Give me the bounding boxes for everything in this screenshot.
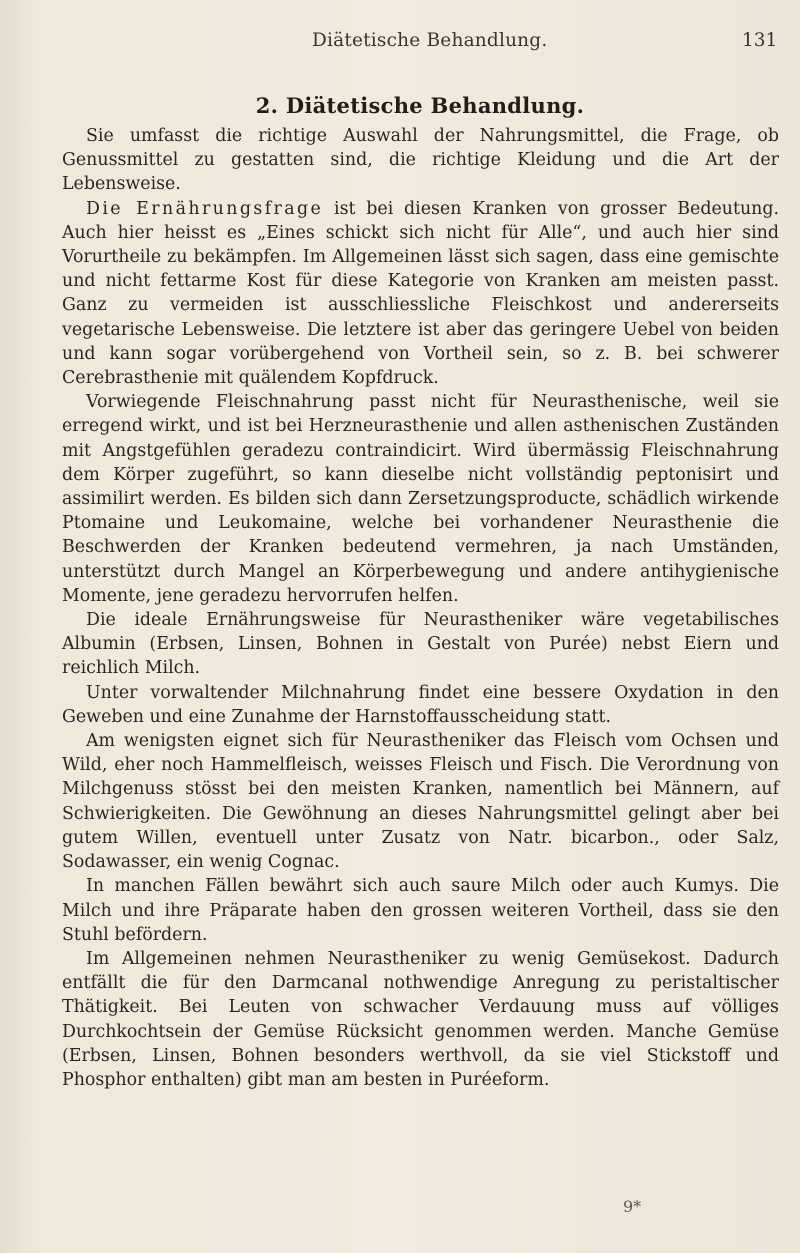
paragraph-7: In manchen Fällen bewährt sich auch saure Milch oder auch Kumys. Die Milch und ihre Präparate haben den grossen weiteren Vortheil, dass sie den Stuhl befördern. bbox=[62, 876, 779, 945]
running-head bbox=[0, 30, 800, 56]
paragraph-3: Vorwiegende Fleischnahrung passt nicht für Neurasthenische, weil sie erregend wirkt, und ist bei Herzneurasthenie und allen asthenischen Zuständen mit Angstgefühlen geradezu contraindicirt. Wird übermässig Fleischnahrung dem Körper zugeführt, so kann dieselbe nicht vollständig peptonisirt und assimilirt werden. Es bilden sich dann Zersetzungsproducte, schädlich wirkende Ptomaine und Leukomaine, welche bei vorhandener Neurasthenie die Beschwerden der Kranken bedeutend vermehren, ja nach Umständen, unterstützt durch Mangel an Körperbewegung und andere antihygienische Momente, jene geradezu hervorrufen helfen. bbox=[62, 392, 779, 606]
paragraph-6: Am wenigsten eignet sich für Neurastheniker das Fleisch vom Ochsen und Wild, eher noch Hammelfleisch, weisses Fleisch und Fisch. Die Verordnung von Milchgenuss stösst bei den meisten Kranken, namentlich bei Männern, auf Schwierigkeiten. Die Gewöhnung an dieses Nahrungsmittel gelingt aber bei gutem Willen, eventuell unter Zusatz von Natr. bicarbon., oder Salz, Sodawasser, ein wenig Cognac. bbox=[62, 731, 779, 873]
paragraph-2 bbox=[62, 197, 779, 391]
paragraph-8: Im Allgemeinen nehmen Neurastheniker zu wenig Gemüsekost. Dadurch entfällt die für den Darmcanal nothwendige Anregung zu peristaltischer Thätigkeit. Bei Leuten von schwacher Verdauung muss auf völliges Durchkochtsein der Gemüse Rücksicht genommen werden. Manche Gemüse (Erbsen, Linsen, Bohnen besonders werthvoll, da sie viel Stickstoff und Phosphor enthalten) gibt man am besten in Puréeform. bbox=[62, 948, 779, 1090]
page-number: 131 bbox=[742, 30, 778, 51]
paragraph-5: Unter vorwaltender Milchnahrung findet eine bessere Oxydation in den Geweben und eine Zunahme der Harnstoffausscheidung statt. bbox=[62, 682, 779, 727]
body-text bbox=[62, 124, 779, 1092]
running-title: Diätetische Behandlung. bbox=[312, 30, 548, 51]
signature-mark: 9* bbox=[623, 1197, 642, 1216]
paragraph-2-text: ist bei diesen Kranken von grosser Bedeutung. Auch hier heisst es „Eines schickt sich nicht für Alle“, und auch hier sind Vorurtheile zu bekämpfen. Im Allgemeinen lässt sich sagen, dass eine gemischte und nicht fettarme Kost für diese Kategorie von Kranken am meisten passt. Ganz zu vermeiden ist ausschliessliche Fleischkost und andererseits vegetarische Lebensweise. Die letztere ist aber das geringere Uebel von beiden und kann sogar vorübergehend von Vortheil sein, so z. B. bei schwerer Cerebrasthenie mit quälendem Kopfdruck. bbox=[62, 198, 780, 389]
section-title: 2. Diätetische Behandlung. bbox=[255, 93, 585, 118]
emphasized-term: Die Ernährungsfrage bbox=[86, 198, 324, 219]
paragraph-4: Die ideale Ernährungsweise für Neurastheniker wäre vegetabilisches Albumin (Erbsen, Linsen, Bohnen in Gestalt von Purée) nebst Eiern und reichlich Milch. bbox=[62, 610, 779, 679]
paragraph-1: Sie umfasst die richtige Auswahl der Nahrungsmittel, die Frage, ob Genussmittel zu gestatten sind, die richtige Kleidung und die Art der Lebensweise. bbox=[62, 126, 779, 195]
